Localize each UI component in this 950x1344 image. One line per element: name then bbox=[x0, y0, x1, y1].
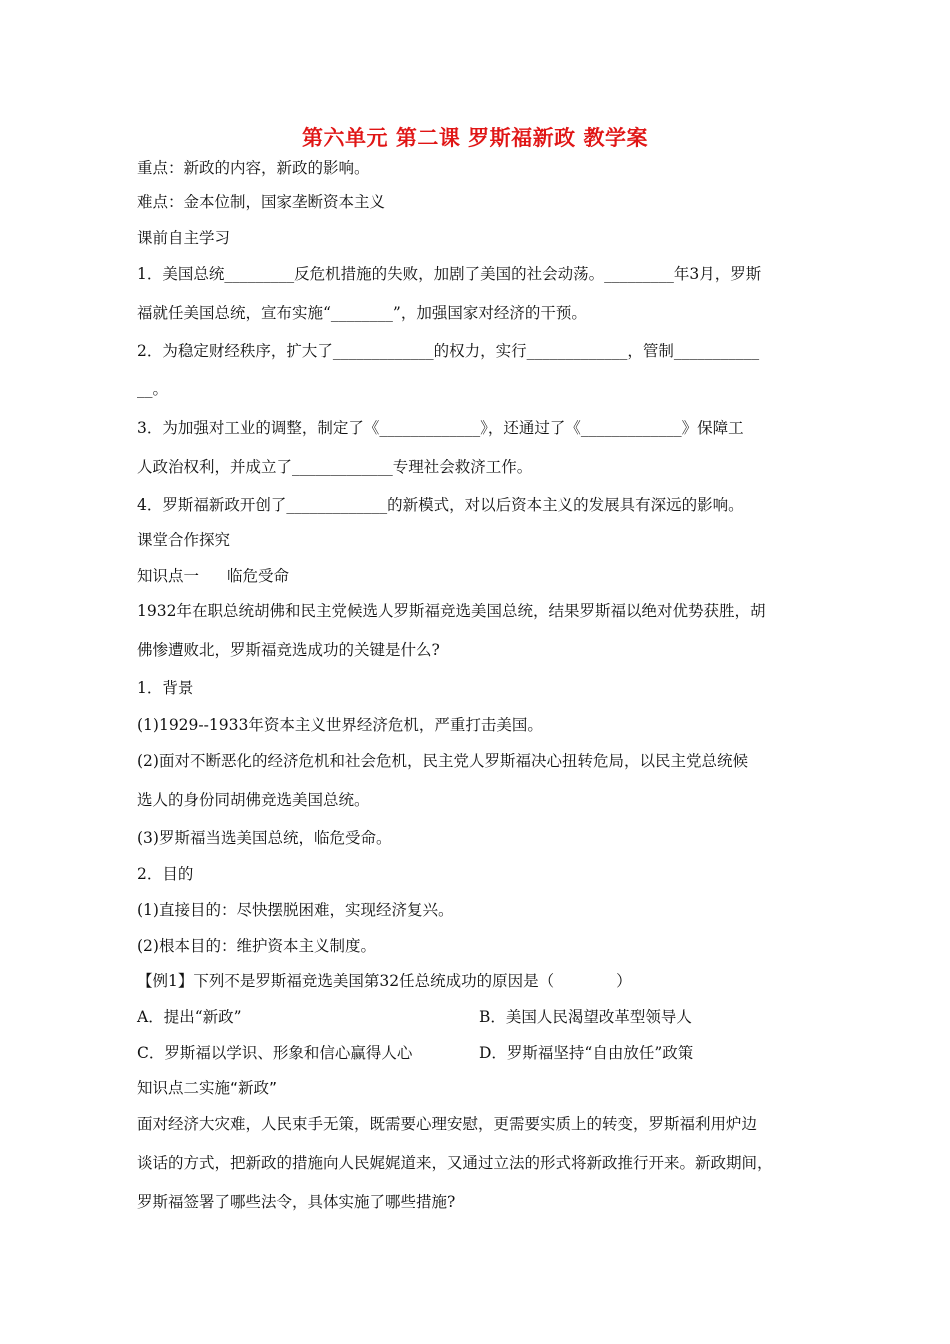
question-3-line-2: 人政治权利，并成立了_____________专理社会救济工作。 bbox=[137, 458, 533, 476]
question-2-line-2: __。 bbox=[137, 380, 169, 398]
question-3-line-1: 3．为加强对工业的调整，制定了《_____________》，还通过了《_____________》保障工 bbox=[137, 419, 744, 437]
example-1-paren-close: ） bbox=[616, 972, 632, 990]
section-heading-in-class: 课堂合作探究 bbox=[137, 531, 231, 549]
background-item-2-line-1: (2)面对不断恶化的经济危机和社会危机，民主党人罗斯福决心扭转危局，以民主党总统候 bbox=[137, 752, 748, 770]
key-points-line: 重点：新政的内容，新政的影响。 bbox=[137, 159, 370, 177]
background-item-2-line-2: 选人的身份同胡佛竞选美国总统。 bbox=[137, 791, 370, 809]
option-a: A．提出“新政” bbox=[137, 1008, 242, 1026]
example-1-label: 【例1】 bbox=[137, 972, 194, 990]
paragraph-new-deal-line-3: 罗斯福签署了哪些法令，具体实施了哪些措施? bbox=[137, 1193, 456, 1211]
section-heading-pre-class: 课前自主学习 bbox=[137, 229, 231, 247]
example-1-question bbox=[137, 969, 632, 991]
paragraph-1932-line-1: 1932年在职总统胡佛和民主党候选人罗斯福竞选美国总统，结果罗斯福以绝对优势获胜，胡 bbox=[137, 602, 766, 620]
option-d: D．罗斯福坚持“自由放任”政策 bbox=[479, 1044, 694, 1062]
question-1-line-1: 1．美国总统_________反危机措施的失败，加剧了美国的社会动荡。_________年3月，罗斯 bbox=[137, 265, 762, 283]
background-item-1: (1)1929--1933年资本主义世界经济危机，严重打击美国。 bbox=[137, 716, 543, 734]
purpose-item-1: (1)直接目的：尽快摆脱困难，实现经济复兴。 bbox=[137, 901, 454, 919]
paragraph-new-deal-line-1: 面对经济大灾难，人民束手无策，既需要心理安慰，更需要实质上的转变，罗斯福利用炉边 bbox=[137, 1115, 758, 1133]
question-2-line-1: 2．为稳定财经秩序，扩大了_____________的权力，实行_____________，管制___________ bbox=[137, 342, 760, 360]
knowledge-point-1-topic: 临危受命 bbox=[227, 567, 290, 585]
option-b: B．美国人民渴望改革型领导人 bbox=[479, 1008, 692, 1026]
question-4-line: 4．罗斯福新政开创了_____________的新模式，对以后资本主义的发展具有深远的影响。 bbox=[137, 496, 744, 514]
knowledge-point-2-heading: 知识点二实施“新政” bbox=[137, 1079, 278, 1097]
background-item-3: (3)罗斯福当选美国总统，临危受命。 bbox=[137, 829, 392, 847]
purpose-item-2: (2)根本目的：维护资本主义制度。 bbox=[137, 937, 376, 955]
knowledge-point-1-label: 知识点一 bbox=[137, 567, 200, 585]
purpose-heading: 2．目的 bbox=[137, 865, 194, 883]
difficult-points-line: 难点：金本位制，国家垄断资本主义 bbox=[137, 193, 386, 211]
knowledge-point-1-heading bbox=[137, 564, 289, 586]
example-1-stem: 下列不是罗斯福竞选美国第32任总统成功的原因是（ bbox=[193, 972, 555, 990]
paragraph-1932-line-2: 佛惨遭败北，罗斯福竞选成功的关键是什么? bbox=[137, 641, 440, 659]
option-c: C．罗斯福以学识、形象和信心赢得人心 bbox=[137, 1044, 413, 1062]
document-title: 第六单元 第二课 罗斯福新政 教学案 bbox=[302, 126, 648, 150]
background-heading: 1．背景 bbox=[137, 679, 194, 697]
paragraph-new-deal-line-2: 谈话的方式，把新政的措施向人民娓娓道来，又通过立法的形式将新政推行开来。新政期间， bbox=[137, 1154, 773, 1172]
question-1-line-2: 福就任美国总统，宣布实施“________”，加强国家对经济的干预。 bbox=[137, 304, 587, 322]
